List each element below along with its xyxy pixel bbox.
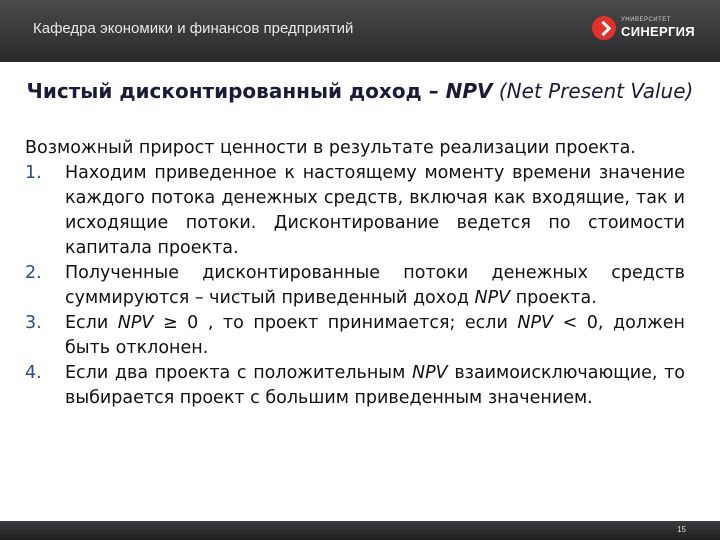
npv-term: NPV (474, 288, 511, 308)
list-item (25, 261, 685, 311)
list-number: 3. (25, 313, 42, 333)
list-item (25, 311, 685, 361)
title-npv: NPV (445, 79, 493, 103)
list-number: 1. (25, 163, 42, 183)
slide-title (25, 78, 695, 104)
title-english: (Net Present Value) (492, 79, 694, 103)
slide-body (25, 136, 685, 411)
list-number: 2. (25, 263, 42, 283)
list-item (25, 161, 685, 261)
step-text: Находим приведенное к настоящему моменту времени значение каждого потока денежных средств, включая как входящие, так и исходящие потоки. Дисконтирование ведется по стоимости капитала проекта. (65, 163, 685, 258)
step-text: Если два проекта с положительным (65, 363, 413, 383)
page-number: 15 (677, 525, 686, 534)
step-text: Если (65, 313, 118, 333)
department-title: Кафедра экономики и финансов предприятий (33, 20, 354, 37)
steps-list (25, 161, 685, 411)
npv-term: NPV (517, 313, 554, 333)
title-main: Чистый дисконтированный доход – (26, 79, 446, 103)
intro-text: Возможный прирост ценности в результате реализации проекта. (25, 138, 636, 158)
logo-main-text: СИНЕРГИЯ (621, 24, 695, 39)
npv-term: NPV (117, 313, 154, 333)
logo-top-text: УНИВЕРСИТЕТ (621, 17, 671, 23)
step-text: Полученные дисконтированные потоки денежных средств суммируются – чистый приведенный доход (65, 263, 685, 308)
footer-bar (0, 521, 720, 540)
synergy-logo (592, 14, 702, 46)
logo-mark-icon (592, 16, 616, 40)
list-item (25, 361, 685, 411)
step-text: ≥ 0 , то проект принимается; если (153, 313, 518, 333)
step-text: < 0, должен быть отклонен. (65, 313, 685, 358)
header-bar (0, 0, 720, 62)
npv-term: NPV (412, 363, 448, 383)
list-number: 4. (25, 363, 42, 383)
step-text: проекта. (510, 288, 597, 308)
step-text: взаимоисключающие, то выбирается проект с большим приведенным значением. (65, 363, 685, 408)
